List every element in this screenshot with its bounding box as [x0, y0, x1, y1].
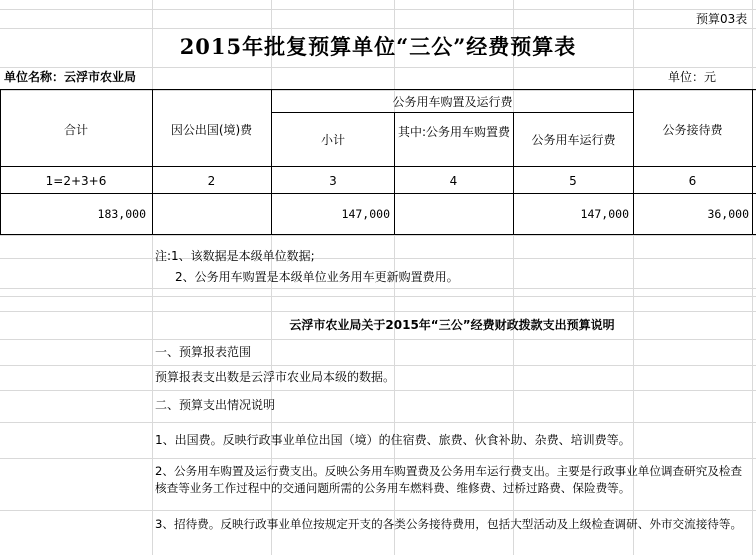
- gridline: [0, 339, 756, 340]
- gridline: [0, 67, 756, 68]
- index-cell: 6: [688, 174, 697, 188]
- explanation-item-1: 1、出国费。反映行政事业单位出国（境）的住宿费、旅费、伙食补助、杂费、培训费等。: [155, 433, 631, 447]
- gridline: [0, 235, 756, 236]
- gridline: [752, 0, 753, 555]
- explanation-item-3: 3、招待费。反映行政事业单位按规定开支的各类公务接待费用，包括大型活动及上级检查调研、外市交流接待等。: [155, 517, 743, 531]
- table-code: 预算03表: [696, 12, 748, 26]
- header-operation: 公务用车运行费: [531, 133, 616, 147]
- value-reception: 36,000: [707, 207, 749, 221]
- gridline: [0, 458, 756, 459]
- gridline: [0, 258, 756, 259]
- header-reception: 公务接待费: [662, 123, 723, 137]
- gridline: [0, 422, 756, 423]
- header-overseas: 因公出国(境)费: [170, 123, 253, 137]
- index-cell: 2: [207, 174, 216, 188]
- index-cell: 4: [449, 174, 458, 188]
- value-total: 183,000: [97, 207, 146, 221]
- index-cell: 5: [569, 174, 577, 188]
- gridline: [0, 296, 756, 297]
- explanation-item-2: 2、公务用车购置及运行费支出。反映公务用车购置费及公务用车运行费支出。主要是行政事业单位调查研究及检查核查等业务工作过程中的交通问题所需的公务用车燃料费、维修费、过桥过路费、保险费等。: [155, 464, 743, 495]
- gridline: [0, 390, 756, 391]
- index-cell: 1=2+3+6: [45, 174, 107, 188]
- gridline: [0, 365, 756, 366]
- gridline: [152, 0, 153, 555]
- gridline: [0, 288, 756, 289]
- gridline: [0, 90, 756, 91]
- note-1: 注:1、该数据是本级单位数据;: [155, 249, 315, 263]
- gridline: [0, 9, 756, 10]
- page-title: 2015年批复预算单位“三公”经费预算表: [179, 34, 577, 59]
- currency-label: 单位：元: [668, 70, 717, 84]
- value-operation: 147,000: [580, 207, 629, 221]
- header-subtotal: 小计: [320, 133, 345, 147]
- header-total: 合计: [63, 123, 88, 137]
- explanation-title: 云浮市农业局关于2015年“三公”经费财政拨款支出预算说明: [289, 318, 615, 332]
- gridline: [0, 28, 756, 29]
- header-purchase: 其中:公务用车购置费: [397, 125, 511, 139]
- gridline: [0, 311, 756, 312]
- note-2: 2、公务用车购置是本级单位业务用车更新购置费用。: [175, 270, 459, 284]
- section2-heading: 二、预算支出情况说明: [155, 398, 276, 412]
- value-subtotal: 147,000: [341, 207, 390, 221]
- gridline: [0, 510, 756, 511]
- section1-heading: 一、预算报表范围: [155, 345, 252, 359]
- section1-text: 预算报表支出数是云浮市农业局本级的数据。: [155, 370, 396, 384]
- header-vehicle-group: 公务用车购置及运行费: [392, 95, 513, 109]
- unit-name-label: 单位名称：云浮市农业局: [4, 70, 137, 84]
- index-cell: 3: [329, 174, 337, 188]
